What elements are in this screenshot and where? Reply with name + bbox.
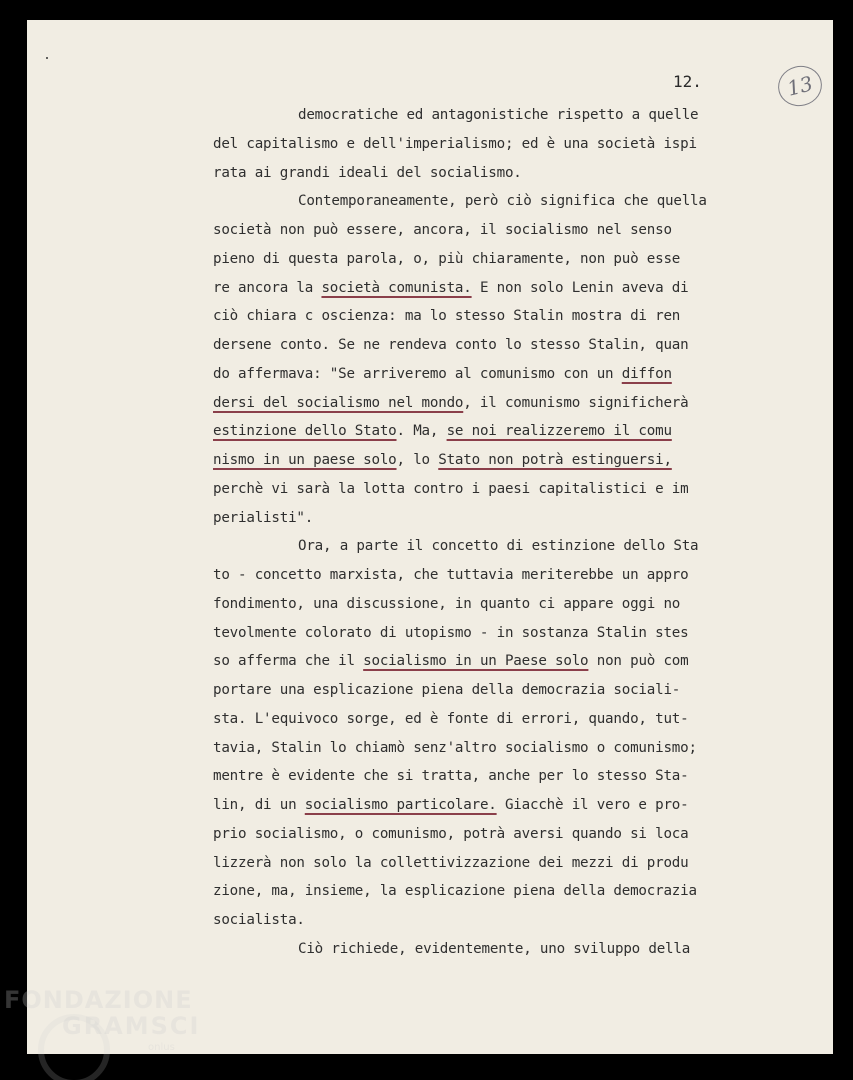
text-segment: re ancora la bbox=[213, 279, 322, 296]
text-segment: perialisti". bbox=[213, 509, 314, 526]
text-line bbox=[213, 851, 688, 875]
underlined-phrase: diffon bbox=[621, 365, 672, 382]
text-segment: , il comunismo significherà bbox=[463, 394, 689, 411]
underlined-phrase: società comunista. bbox=[321, 279, 472, 296]
text-segment: , lo bbox=[396, 452, 439, 468]
text-segment: portare una esplicazione piena della democrazia sociali- bbox=[213, 682, 681, 698]
text-line bbox=[213, 132, 697, 156]
underlined-phrase: nismo in un paese solo bbox=[213, 452, 397, 468]
text-line bbox=[213, 304, 680, 328]
text-segment: Ciò richiede, evidentemente, uno sviluppo della bbox=[298, 940, 691, 957]
text-segment: ciò chiara c oscienza: ma lo stesso Stalin mostra di ren bbox=[213, 308, 681, 325]
text-line bbox=[213, 621, 688, 645]
watermark-line-1: FONDAZIONE bbox=[4, 986, 193, 1014]
text-segment: società non può essere, ancora, il socialismo nel senso bbox=[213, 222, 672, 238]
text-segment: zione, ma, insieme, la esplicazione piena della democrazia bbox=[213, 883, 697, 900]
text-segment: prio socialismo, o comunismo, potrà aversi quando si loca bbox=[213, 825, 689, 842]
text-line bbox=[213, 649, 689, 673]
text-segment: so afferma che il bbox=[213, 653, 364, 670]
watermark-line-2: GRAMSCI bbox=[62, 1012, 201, 1040]
text-segment: perchè vi sarà la lotta contro i paesi capitalistici e im bbox=[213, 480, 689, 497]
text-segment: fondimento, una discussione, in quanto ci appare oggi no bbox=[213, 595, 681, 612]
text-segment: lizzerà non solo la collettivizzazione dei mezzi di produ bbox=[213, 854, 689, 871]
text-line bbox=[298, 534, 698, 558]
watermark-line-3: onlus bbox=[148, 1042, 175, 1053]
text-line bbox=[213, 391, 688, 415]
text-segment: dersene conto. Se ne rendeva conto lo stesso Stalin, quan bbox=[213, 337, 689, 353]
text-line bbox=[213, 908, 305, 932]
text-line bbox=[213, 592, 680, 616]
text-line bbox=[213, 333, 688, 357]
text-segment: del capitalismo e dell'imperialismo; ed è una società ispi bbox=[213, 135, 697, 152]
text-line bbox=[213, 362, 672, 386]
underlined-phrase: socialismo particolare. bbox=[304, 797, 497, 813]
text-line bbox=[213, 247, 680, 271]
underlined-phrase: estinzione dello Stato bbox=[213, 423, 397, 440]
text-line bbox=[213, 707, 688, 731]
text-line bbox=[213, 678, 680, 702]
text-segment: tavia, Stalin lo chiamò senz'altro socialismo o comunismo; bbox=[213, 739, 697, 756]
text-line bbox=[298, 937, 690, 961]
underlined-phrase: se noi realizzeremo il comu bbox=[446, 423, 672, 440]
text-line bbox=[213, 506, 313, 530]
text-line bbox=[298, 189, 707, 213]
text-segment: mentre è evidente che si tratta, anche per lo stesso Sta- bbox=[213, 768, 689, 785]
text-segment: sta. L'equivoco sorge, ed è fonte di errori, quando, tut- bbox=[213, 710, 689, 727]
text-line bbox=[213, 822, 688, 846]
text-segment: socialista. bbox=[213, 912, 305, 928]
text-line bbox=[213, 276, 689, 300]
document-page bbox=[27, 20, 833, 1054]
text-line bbox=[213, 879, 697, 903]
underlined-phrase: dersi del socialismo nel mondo bbox=[213, 394, 464, 411]
text-segment: rata ai grandi ideali del socialismo. bbox=[213, 164, 522, 181]
text-segment: tevolmente colorato di utopismo - in sostanza Stalin stes bbox=[213, 624, 689, 641]
text-segment: democratiche ed antagonistiche rispetto a quelle bbox=[298, 107, 699, 123]
underlined-phrase: Stato non potrà estinguersi, bbox=[438, 452, 672, 468]
text-segment: do affermava: "Se arriveremo al comunismo con un bbox=[213, 365, 622, 382]
text-line bbox=[213, 218, 672, 242]
text-segment: Giacchè il vero e pro- bbox=[496, 797, 689, 813]
text-line bbox=[213, 419, 672, 443]
text-line bbox=[213, 161, 522, 185]
text-segment: pieno di questa parola, o, più chiaramente, non può esse bbox=[213, 250, 681, 267]
text-segment: lin, di un bbox=[213, 797, 305, 813]
text-segment: Ora, a parte il concetto di estinzione dello Sta bbox=[298, 538, 699, 555]
text-segment: Contemporaneamente, però ciò significa che quella bbox=[298, 193, 707, 210]
text-line bbox=[298, 103, 698, 127]
fondazione-gramsci-watermark bbox=[4, 986, 224, 1076]
text-line bbox=[213, 448, 672, 472]
underlined-phrase: socialismo in un Paese solo bbox=[363, 653, 589, 670]
page-number: 12. bbox=[673, 72, 702, 91]
text-line bbox=[213, 793, 688, 817]
text-segment: E non solo Lenin aveva di bbox=[471, 279, 689, 296]
text-line bbox=[213, 736, 697, 760]
typed-text-block bbox=[27, 20, 833, 1054]
text-line bbox=[213, 764, 688, 788]
text-segment: . Ma, bbox=[396, 423, 447, 440]
text-line bbox=[213, 563, 688, 587]
text-segment: non può com bbox=[588, 653, 689, 670]
text-line bbox=[213, 477, 688, 501]
handwritten-page-number: 13 bbox=[774, 61, 826, 110]
text-segment: to - concetto marxista, che tuttavia meriterebbe un appro bbox=[213, 567, 689, 583]
